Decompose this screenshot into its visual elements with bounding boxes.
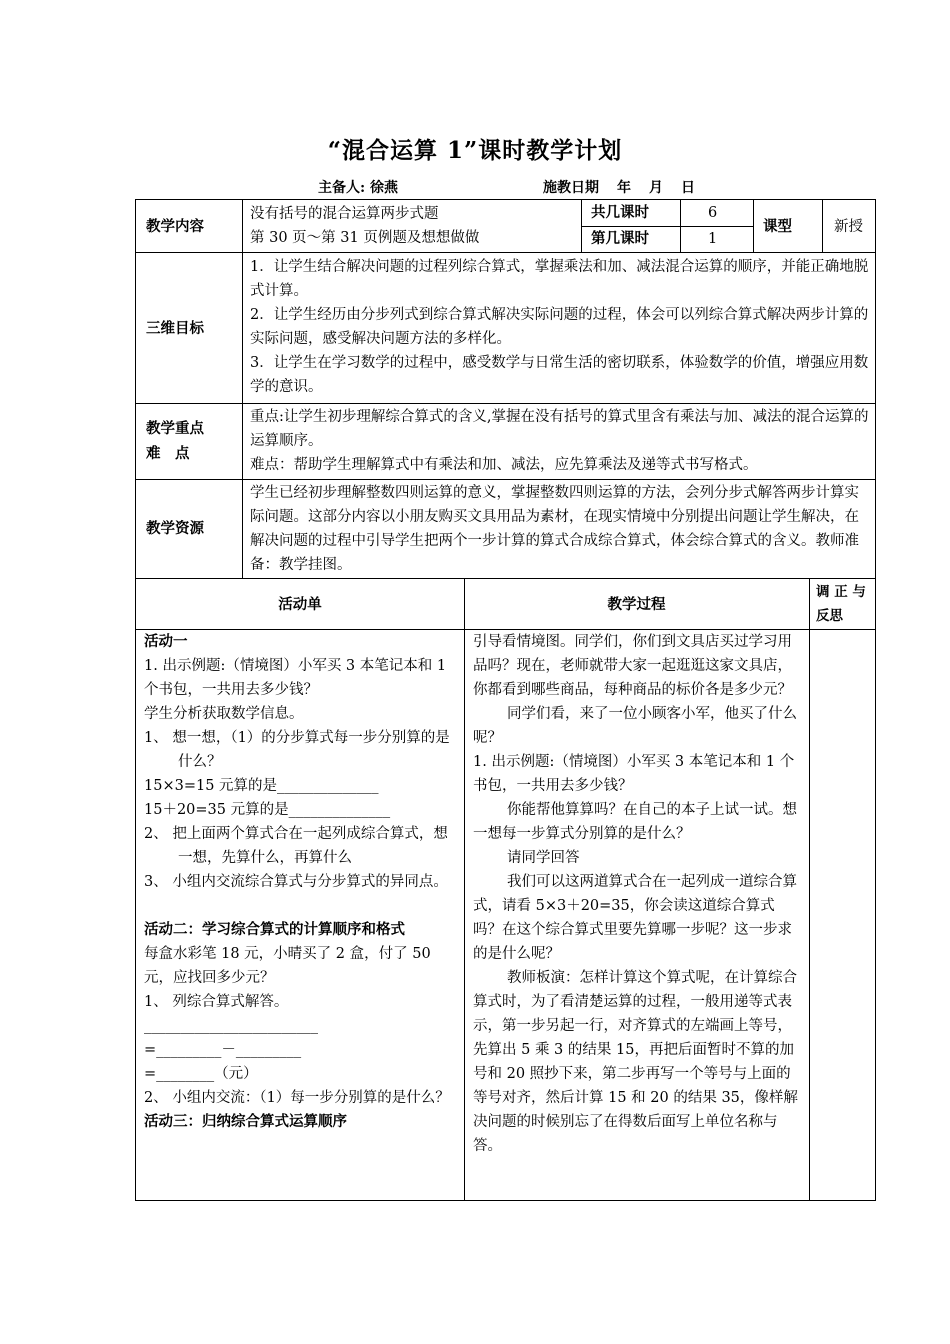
lesson-number-label: 第几课时 — [591, 231, 649, 247]
activity-header: 活动单 — [278, 597, 322, 613]
total-lessons-value: 6 — [708, 205, 718, 221]
goal-item: 1．让学生结合解决问题的过程列综合算式，掌握乘法和加、减法混合运算的顺序，并能正确地脱式计算。 — [250, 259, 869, 299]
resources-row — [135, 479, 876, 579]
process-paragraph: 教师板演：怎样计算这个算式呢，在计算综合算式时，为了看清楚运算的过程，一般用递等式表示，第一步另起一行，对齐算式的左端画上等号，先算出 5 乘 3 的结果 15，再把后面暂时不算的加号和 20 照抄下来，第二步再写一个等号与上面的等号对齐，然后计算 15 和 20 的结果 35，像样解决问题的时候别忘了在得数后面写上单位名称与答。 — [473, 970, 798, 1154]
resources-label: 教学资源 — [146, 521, 204, 537]
key-point: 重点:让学生初步理解综合算式的含义,掌握在没有括号的算式里含有乘法与加、减法的混合运算的运算顺序。 — [250, 409, 869, 449]
activity1-fill2: 15＋20=35 元算的是______________ — [144, 802, 391, 818]
process-paragraph: 1. 出示例题:（情境图）小军买 3 本笔记本和 1 个书包，一共用去多少钱？ — [473, 754, 795, 794]
difficulty-label: 难 点 — [146, 446, 190, 462]
content-label: 教学内容 — [146, 219, 204, 235]
process-paragraph: 我们可以这两道算式合在一起列成一道综合算式，请看 5×3＋20=35，你会读这道综合算式吗？在这个综合算式里要先算哪一步呢？这一步求的是什么呢？ — [473, 874, 797, 962]
process-paragraph: 引导看情境图。同学们，你们到文具店买过学习用品吗？现在，老师就带大家一起逛逛这家文具店，你都看到哪些商品，每种商品的标价各是多少元？ — [473, 634, 792, 698]
goals-row — [135, 252, 876, 404]
type-label: 课型 — [763, 219, 792, 235]
reflect-header — [816, 580, 866, 628]
key-points-row — [135, 403, 876, 480]
activity2-blank1: ________________________ — [144, 1018, 318, 1034]
goals-label: 三维目标 — [146, 321, 204, 337]
activity3-title: 活动三：归纳综合算式运算顺序 — [144, 1114, 347, 1130]
activity1-step1: 1、 想一想，（1）的分步算式每一步分别算的是什么？ — [144, 730, 450, 770]
difficulty-point: 难点：帮助学生理解算式中有乘法和加、减法，应先算乘法及递等式书写格式。 — [250, 457, 758, 473]
activity1-title: 活动一 — [144, 634, 188, 650]
reflect-header-line1: 调 正 与 — [816, 584, 866, 600]
content-line2: 第 30 页～第 31 页例题及想想做做 — [250, 230, 480, 246]
activity1-fill1: 15×3=15 元算的是______________ — [144, 778, 379, 794]
resources-text — [250, 481, 870, 577]
activity1-question: 1. 出示例题:（情境图）小军买 3 本笔记本和 1 个书包，一共用去多少钱？ — [144, 658, 447, 698]
day-label: 日 — [681, 180, 695, 196]
activity1-step2: 2、 把上面两个算式合在一起列成综合算式，想一想，先算什么，再算什么 — [144, 826, 448, 866]
activity2-question: 每盒水彩笔 18 元，小晴买了 2 盒，付了 50 元，应找回多少元？ — [144, 946, 431, 986]
activity-column — [144, 630, 460, 1134]
goal-item: 2．让学生经历由分步列式到综合算式解决实际问题的过程，体会可以列综合算式解决两步计算的实际问题，感受解决问题方法的多样化。 — [250, 307, 869, 347]
goal-item: 3．让学生在学习数学的过程中，感受数学与日常生活的密切联系，体验数学的价值，增强应用数学的意识。 — [250, 355, 869, 395]
process-paragraph: 请同学回答 — [507, 850, 580, 866]
process-header: 教学过程 — [607, 597, 666, 613]
content-row — [135, 199, 876, 253]
activity1-note: 学生分析获取数学信息。 — [144, 706, 304, 722]
resources-paragraph: 学生已经初步理解整数四则运算的意义，掌握整数四则运算的方法，会列分步式解答两步计算实际问题。这部分内容以小朋友购买文具用品为素材，在现实情境中分别提出问题让学生解决，在解决问题的过程中引导学生把两个一步计算的算式合成综合算式，体会综合算式的含义。教师准备：教学挂图。 — [250, 485, 859, 573]
total-lessons-label: 共几课时 — [591, 205, 649, 221]
date-label: 施教日期 — [543, 180, 599, 196]
activity1-step3: 3、 小组内交流综合算式与分步算式的异同点。 — [144, 874, 448, 890]
reflect-header-line2: 反思 — [816, 608, 843, 624]
activity2-blank2: =_________－_________ — [144, 1042, 302, 1058]
page-title: “混合运算 1”课时教学计划 — [327, 137, 623, 164]
process-column — [473, 630, 803, 1158]
year-label: 年 — [617, 180, 631, 196]
key-text — [250, 405, 870, 477]
key-label: 教学重点 — [146, 421, 204, 437]
type-value: 新授 — [834, 219, 863, 235]
preparer: 主备人: 徐燕 — [318, 180, 399, 196]
lesson-number-value: 1 — [708, 231, 718, 247]
activity2-blank3: =________（元） — [144, 1066, 258, 1082]
month-label: 月 — [649, 180, 663, 196]
process-paragraph: 你能帮他算算吗？在自己的本子上试一试。想一想每一步算式分别算的是什么？ — [473, 802, 797, 842]
activity2-step1: 1、 列综合算式解答。 — [144, 994, 289, 1010]
goals-text — [250, 255, 870, 399]
activity2-step2: 2、 小组内交流：（1）每一步分别算的是什么？ — [144, 1090, 450, 1106]
lesson-table — [135, 578, 876, 1201]
date-field — [543, 177, 713, 197]
process-paragraph: 同学们看，来了一位小顾客小军，他买了什么呢？ — [473, 706, 797, 746]
activity2-title: 活动二：学习综合算式的计算顺序和格式 — [144, 922, 405, 938]
content-line1: 没有括号的混合运算两步式题 — [250, 206, 439, 222]
